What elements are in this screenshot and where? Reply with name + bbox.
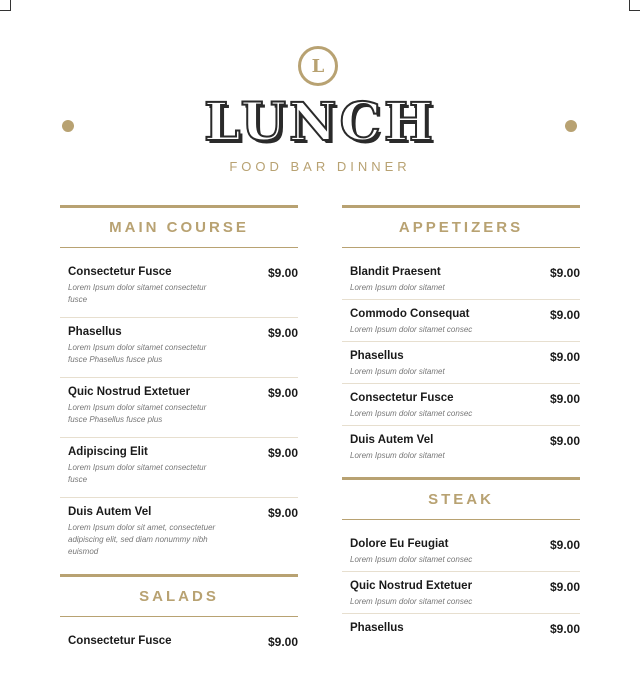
menu-item	[342, 384, 580, 426]
item-description: Lorem Ipsum dolor sitamet consectetur fusce Phasellus fusce plus	[68, 343, 207, 364]
item-price: $9.00	[267, 635, 298, 649]
item-price: $9.00	[549, 308, 580, 322]
item-name: Commodo Consequat	[350, 308, 470, 320]
item-description: Lorem Ipsum dolor sitamet consectetur fusce	[68, 463, 207, 484]
steak-list	[342, 520, 580, 655]
corner-mark-top-left	[0, 0, 11, 11]
logo-badge	[298, 46, 338, 86]
item-description: Lorem Ipsum dolor sitamet	[350, 451, 445, 460]
item-name: Consectetur Fusce	[68, 635, 172, 647]
item-description: Lorem Ipsum dolor sitamet consec	[350, 597, 473, 606]
menu-item	[342, 258, 580, 300]
item-price: $9.00	[267, 506, 298, 520]
item-description: Lorem Ipsum dolor sitamet consec	[350, 555, 473, 564]
menu-item	[60, 378, 298, 438]
item-description: Lorem Ipsum dolor sitamet consectetur fusce Phasellus fusce plus	[68, 403, 207, 424]
menu-item	[342, 342, 580, 384]
item-name: Phasellus	[68, 326, 122, 338]
item-name: Consectetur Fusce	[68, 266, 172, 278]
section-title: APPETIZERS	[398, 219, 524, 236]
item-description: Lorem Ipsum dolor sitamet	[350, 283, 445, 292]
item-name: Duis Autem Vel	[350, 434, 434, 446]
item-price: $9.00	[549, 266, 580, 280]
left-column	[60, 205, 298, 686]
menu-subtitle: FOOD BAR DINNER	[229, 159, 411, 174]
item-description: Lorem Ipsum dolor sitamet	[350, 367, 445, 376]
menu-item	[60, 438, 298, 498]
item-description: Lorem Ipsum dolor sit amet, consectetuer adipiscing elit, sed diam nonummy nibh euismod	[68, 523, 216, 556]
section-header-appetizers	[342, 205, 580, 248]
right-column	[342, 205, 580, 655]
item-name: Phasellus	[350, 622, 404, 634]
menu-item	[60, 627, 298, 686]
section-title: STEAK	[428, 491, 494, 508]
section-header-salads	[60, 574, 298, 617]
section-header-steak	[342, 477, 580, 520]
item-description: Lorem Ipsum dolor sitamet consec	[350, 409, 473, 418]
menu-item	[342, 530, 580, 572]
main-course-list	[60, 248, 298, 570]
item-name: Blandit Praesent	[350, 266, 441, 278]
item-name: Quic Nostrud Extetuer	[350, 580, 473, 592]
section-title: SALADS	[139, 588, 219, 605]
item-price: $9.00	[549, 538, 580, 552]
item-name: Quic Nostrud Extetuer	[68, 386, 191, 398]
item-price: $9.00	[549, 580, 580, 594]
item-name: Adipiscing Elit	[68, 446, 148, 458]
item-name: Phasellus	[350, 350, 404, 362]
menu-item	[342, 614, 580, 655]
item-price: $9.00	[267, 446, 298, 460]
salads-list	[60, 617, 298, 686]
menu-item	[60, 318, 298, 378]
section-title: MAIN COURSE	[109, 219, 249, 236]
item-price: $9.00	[267, 386, 298, 400]
item-name: Consectetur Fusce	[350, 392, 454, 404]
menu-item	[342, 572, 580, 614]
section-header-main-course	[60, 205, 298, 248]
menu-item	[60, 258, 298, 318]
item-price: $9.00	[549, 434, 580, 448]
menu-item	[342, 300, 580, 342]
item-price: $9.00	[549, 622, 580, 636]
item-price: $9.00	[549, 392, 580, 406]
logo-letter: L	[311, 55, 325, 77]
appetizers-list	[342, 248, 580, 467]
item-description: Lorem Ipsum dolor sitamet consectetur fusce	[68, 283, 207, 304]
menu-item	[60, 498, 298, 570]
menu-item	[342, 426, 580, 467]
item-price: $9.00	[267, 266, 298, 280]
menu-title: LUNCH	[203, 92, 437, 153]
item-price: $9.00	[549, 350, 580, 364]
item-description: Lorem Ipsum dolor sitamet consec	[350, 325, 473, 334]
corner-mark-top-right	[629, 0, 640, 11]
item-price: $9.00	[267, 326, 298, 340]
item-name: Dolore Eu Feugiat	[350, 538, 449, 550]
item-name: Duis Autem Vel	[68, 506, 152, 518]
